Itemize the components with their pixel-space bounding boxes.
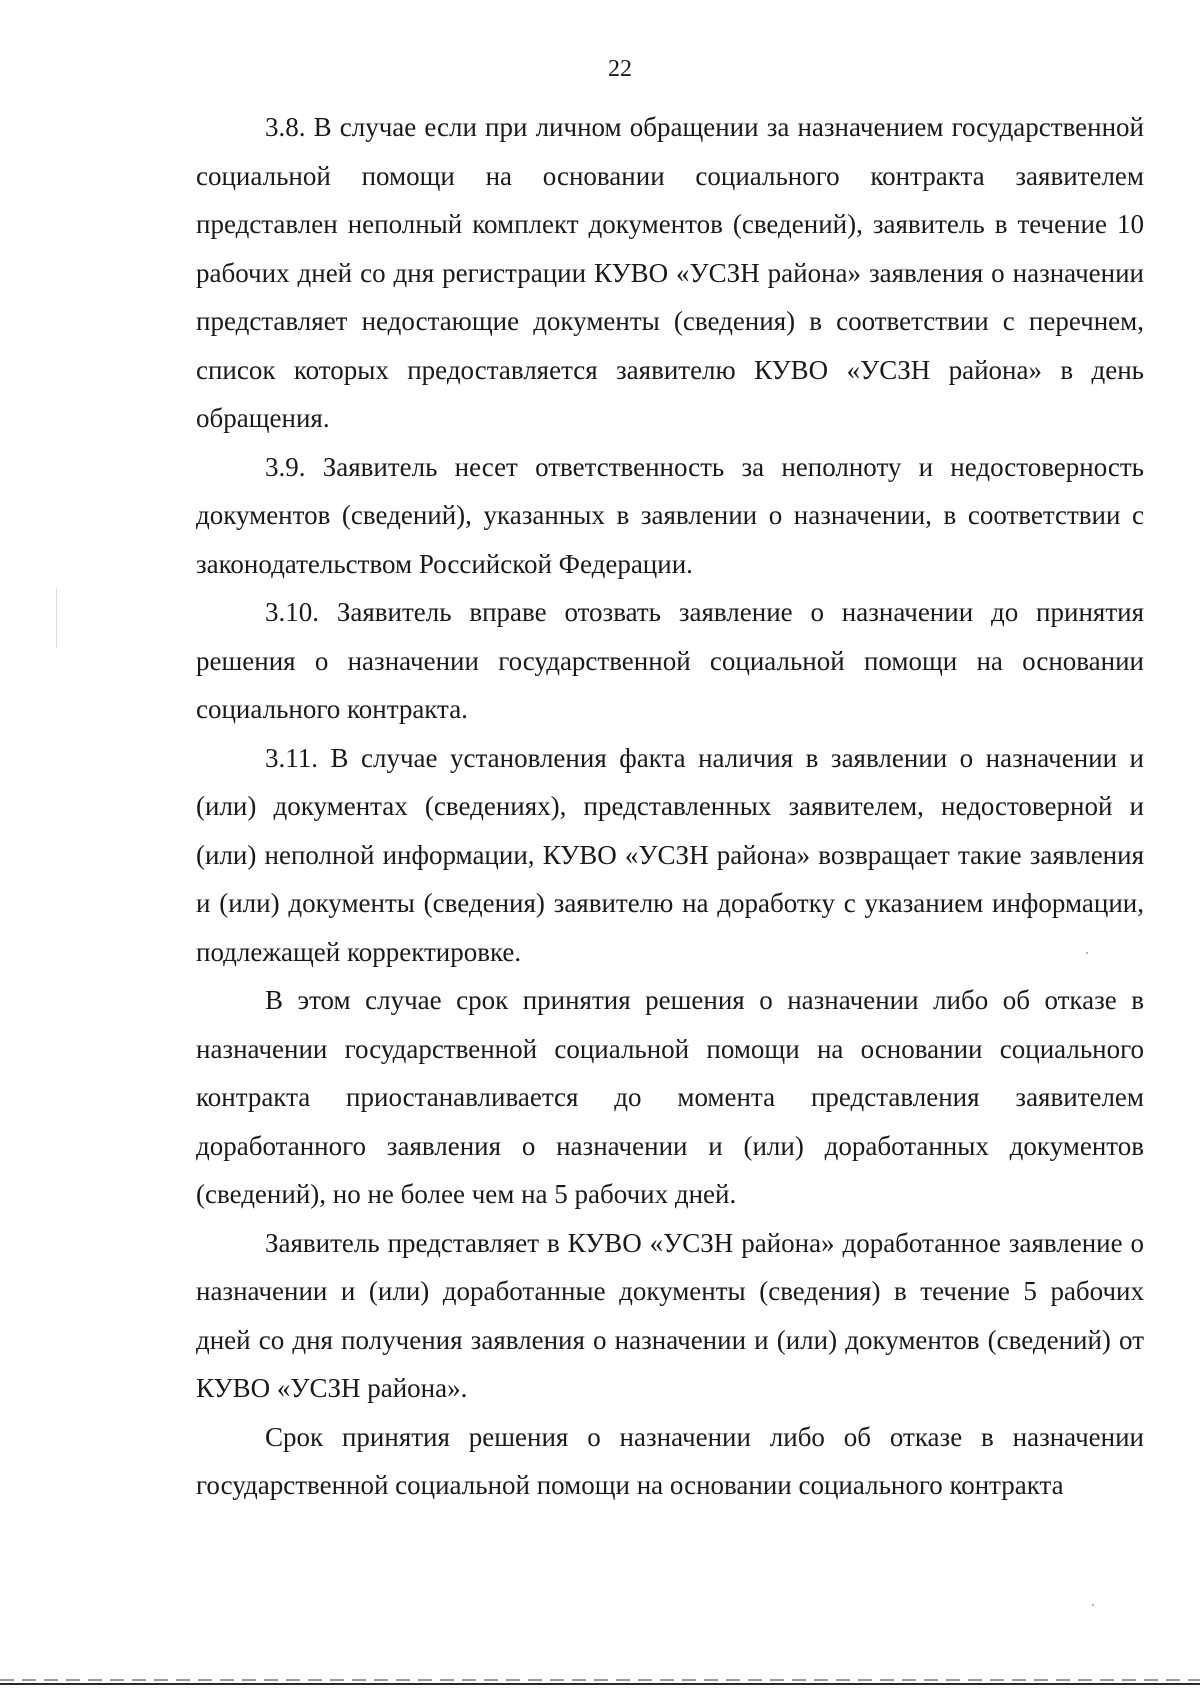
- paragraph-suspension-term: В этом случае срок принятия решения о назначении либо об отказе в назначении государственной социальной помощи на основании социального контракта приостанавливается до момента представления заявителем доработанного заявления о назначении и (или) доработанных документов (сведений), но не более чем на 5 рабочих дней.: [196, 985, 1144, 1209]
- scan-edge-artifact: [0, 1679, 1200, 1681]
- page-number: 22: [608, 56, 632, 82]
- paragraph-3-8: 3.8. В случае если при личном обращении за назначением государственной социальной помощи на основании социального контракта заявителем представлен неполный комплект документов (сведений), заявитель в течение 10 рабочих дней со дня регистрации КУВО «УСЗН района» заявления о назначении представляет недостающие документы (сведения) в соответствии с перечнем, список которых предоставляется заявителю КУВО «УСЗН района» в день обращения.: [196, 112, 1144, 433]
- paragraph-decision-term: Срок принятия решения о назначении либо об отказе в назначении государственной социальной помощи на основании социального контракта: [196, 1421, 1144, 1500]
- paragraph-3-10: 3.10. Заявитель вправе отозвать заявление о назначении до принятия решения о назначении государственной социальной помощи на основании социального контракта.: [196, 597, 1144, 724]
- scan-speck: [1092, 1604, 1094, 1606]
- scan-margin-mark: [56, 588, 57, 648]
- scan-speck: [1086, 952, 1088, 954]
- scan-bottom-edge: [0, 1683, 1200, 1685]
- paragraph-resubmission: Заявитель представляет в КУВО «УСЗН района» доработанное заявление о назначении и (или) доработанные документы (сведения) в течение 5 рабочих дней со дня получения заявления о назначении и (или) документов (сведений) от КУВО «УСЗН района».: [196, 1227, 1144, 1403]
- document-body: [196, 103, 1144, 1510]
- paragraph-3-11: 3.11. В случае установления факта наличия в заявлении о назначении и (или) документах (сведениях), представленных заявителем, недостоверной и (или) неполной информации, КУВО «УСЗН района» возвращает такие заявления и (или) документы (сведения) заявителю на доработку с указанием информации, подлежащей корректировке.: [196, 742, 1144, 967]
- paragraph-3-9: 3.9. Заявитель несет ответственность за неполноту и недостоверность документов (сведений), указанных в заявлении о назначении, в соответствии с законодательством Российской Федерации.: [196, 451, 1144, 579]
